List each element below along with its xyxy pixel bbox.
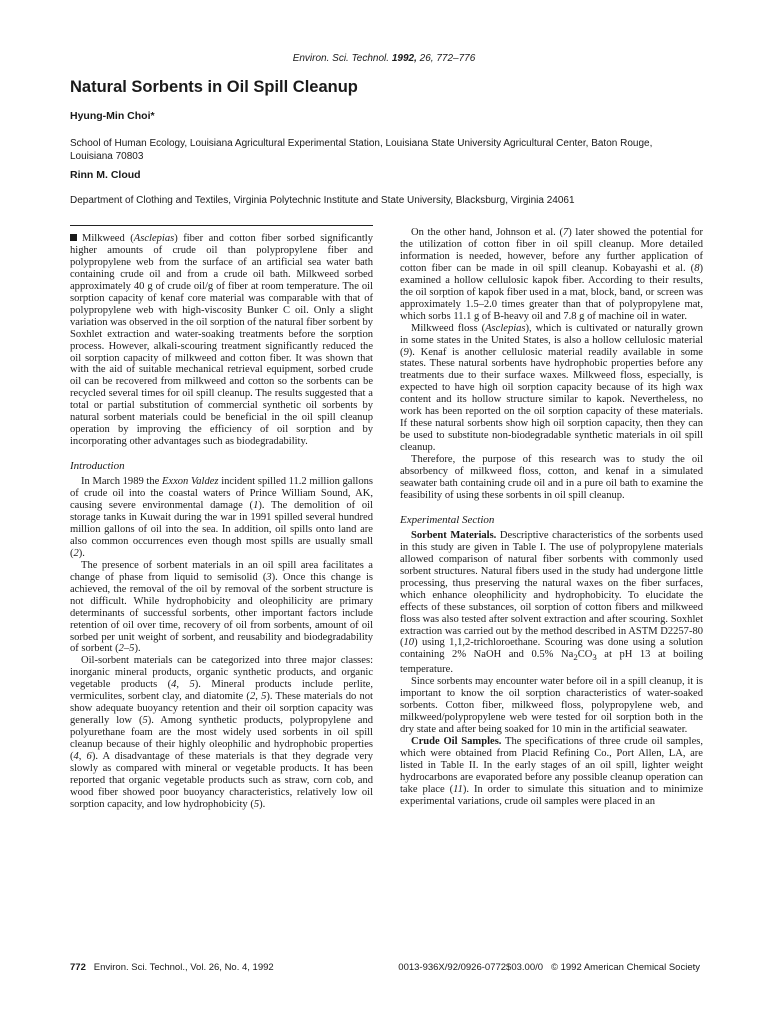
sorbent-materials-paragraph: Sorbent Materials. Descriptive characteristics of the sorbents used in this study are given in Table I. The use of polypropylene materials allowed comparison of natural fiber sorbents with commonly used sorbent structures. Natural fibers used in the study had undergone little processing, thus preserving the natural waxes on the fiber surfaces, which enhance oleophilicity and hydrophobicity. To elucidate the effects of these substances, oil sorption of cotton fibers and milkweed floss was also tested after solvent extraction and after scouring. Soxhlet extraction was carried out by the method described in ASTM D2257-80 (10) using 1,1,2-trichloroethane. Scouring was done using a solution containing 2% NaOH and 0.5% $Na_2CO_3$ at pH 13 at boiling temperature. xyxy=(400,529,703,676)
introduction-heading: Introduction xyxy=(70,460,125,473)
right-paragraph-1: On the other hand, Johnson et al. (7) later showed the potential for the utilization of cotton fiber in oil spill cleanup. More detailed information is needed, however, before any further application of cotton fiber can be made in oil spill cleanup. Kobayashi et al. (8) examined a hollow cellulosic kapok fiber. According to their results, the oil sorption of kapok fiber used in a mat, block, band, or screen was approximately 1.5–2.0 times greater than that of polypropylene mat, which sorbs 11.1 g of B-heavy oil and 7.8 g of machine oil in water. xyxy=(400,227,703,322)
intro-paragraph-3: Oil-sorbent materials can be categorized into three major classes: inorganic mineral products, organic synthetic products, and organic vegetable products (4, 5). Mineral products include perlite, vermiculites, sorbent clay, and diatomite (2, 5). These materials do not show adequate buoyancy retention and their oil sorption capacity was generally low (5). Among synthetic products, polypropylene and polyurethane foam are the most widely used sorbents in oil spill cleanup because of their highly oleophilic and hydrophobic properties (4, 6). A disadvantage of these materials is that they degrade very slowly as compared with mineral or vegetable products. It has been reported that organic vegetable products such as straw, corn cob, and wood fiber showed poor buoyancy characteristics, relatively low oil sorption capacity, and low hydrophobicity (5). xyxy=(70,655,373,810)
journal-volume: 26, xyxy=(419,53,434,64)
affiliation-2: Department of Clothing and Textiles, Virginia Polytechnic Institute and State University, Blacksburg, Virginia 24061 xyxy=(70,195,575,206)
page-number: 772 xyxy=(70,962,86,973)
right-paragraph-2: Milkweed floss (Asclepias), which is cultivated or naturally grown in some states in the United States, is also a hollow cellulosic material (9). Kenaf is another cellulosic material readily available in some states. These natural sorbents have hydrophobic properties before any treatments due to their surface waxes. Milkweed floss, especially, is expected to have high oil sorption capacity because of its high wax content and its hollow structure similar to kapok. Nevertheless, no work has been reported on the oil sorption capacity of these materials. If these natural sorbents show high oil sorption capacity, then they can be used to substitute non-biodegradable synthetic materials in oil spill cleanup. xyxy=(400,322,703,454)
left-column xyxy=(70,224,373,811)
abstract: Milkweed (Asclepias) fiber and cotton fiber sorbed significantly higher amounts of crude oil than polypropylene fiber and polypropylene web from the surface of an artificial sea water bath containing crude oil and from a crude oil bath. Milkweed sorbed approximately 40 g of crude oil/g of fiber at room temperature. The oil sorption capacity of kenaf core material was comparable with that of polypropylene web with high-viscosity Bunker C oil. Only a slight variation was observed in the oil sorption of the natural fiber sorbent by Soxhlet extraction and water-soaking treatments before the sorption process. However, alkali-scouring treatment significantly reduced the oil sorption capacity of milkweed and cotton fiber. It was shown that with the aid of suitable mechanical retrieval equipment, sorbed crude oil can be recovered from milkweed and cotton so the sorbents can be recycled several times for oil spill cleanup. The results suggested that a total or partial substitution of commercial synthetic oil sorbents by natural sorbent materials could be beneficial in the oil spill cleanup operation by improving the efficiency of oil sorption and by incorporating other advantages such as biodegradability. xyxy=(70,233,373,448)
article-title: Natural Sorbents in Oil Spill Cleanup xyxy=(70,78,358,96)
experimental-heading: Experimental Section xyxy=(400,513,495,526)
author-2: Rinn M. Cloud xyxy=(70,169,141,181)
footer-citation: Environ. Sci. Technol., Vol. 26, No. 4, 1992 xyxy=(93,962,274,973)
intro-paragraph-2: The presence of sorbent materials in an oil spill area facilitates a change of phase from liquid to semisolid (3). Once this change is achieved, the removal of the oil by removal of the sorbent structure is not difficult. While hydrophobicity and oleophilicity are primary determinants of successful sorbents, other important factors include retention of oil over time, recovery of oil from sorbents, amount of oil sorbed per unit weight of sorbent, and reusability and biodegradability of sorbent (2–5). xyxy=(70,559,373,655)
sorbent-materials-heading: Sorbent Materials. xyxy=(411,529,497,541)
water-soaked-paragraph: Since sorbents may encounter water before oil in a spill cleanup, it is important to know the oil sorption characteristics of water-soaked sorbents. Cotton fiber, milkweed floss, polypropylene web, and milkweed/polypropylene web were tested for oil sorption both in the dry state and after being soaked for 10 min in the artificial seawater. xyxy=(400,676,703,736)
affiliation-1: School of Human Ecology, Louisiana Agricultural Experimental Station, Louisiana State University Agricultural Center, Baton Rouge, Louisiana 70803 xyxy=(70,138,653,162)
crude-oil-paragraph: Crude Oil Samples. The specifications of three crude oil samples, which were obtained from Placid Refining Co., Port Allen, LA, are listed in Table II. In the early stages of an oil spill, lighter weight hydrocarbons are evaporated before any possible cleanup operation can take place (11). In order to simulate this situation and to minimize experimental variations, crude oil samples were placed in an xyxy=(400,736,704,807)
right-column xyxy=(400,227,703,808)
journal-header xyxy=(0,53,768,64)
intro-paragraph-1: In March 1989 the Exxon Valdez incident spilled 11.2 million gallons of crude oil into the coastal waters of Prince William Sound, AK, causing severe environmental damage (1). The demolition of oil storage tanks in Kuwait during the war in 1991 spilled several hundred million gallons of oil into the sea. In addition, oil spills onto land are also common occurrences even though most spills are usually small (2). xyxy=(70,476,373,559)
journal-pages: 772–776 xyxy=(436,53,476,64)
crude-oil-heading: Crude Oil Samples. xyxy=(411,736,502,748)
square-bullet-icon xyxy=(70,234,77,241)
author-1: Hyung-Min Choi* xyxy=(70,110,155,122)
journal-year: 1992, xyxy=(391,53,417,64)
journal-title: Environ. Sci. Technol. xyxy=(292,53,390,64)
right-paragraph-3: Therefore, the purpose of this research was to study the oil absorbency of milkweed floss, cotton, and kenaf in a simulated seawater bath containing crude oil and in a pure oil bath to examine the feasibility of using these sorbents in oil spill cleanup. xyxy=(400,454,703,501)
footer-code: 0013-936X/92/0926-0772$03.00/0 xyxy=(398,962,544,973)
footer-copyright: © 1992 American Chemical Society xyxy=(550,962,700,973)
